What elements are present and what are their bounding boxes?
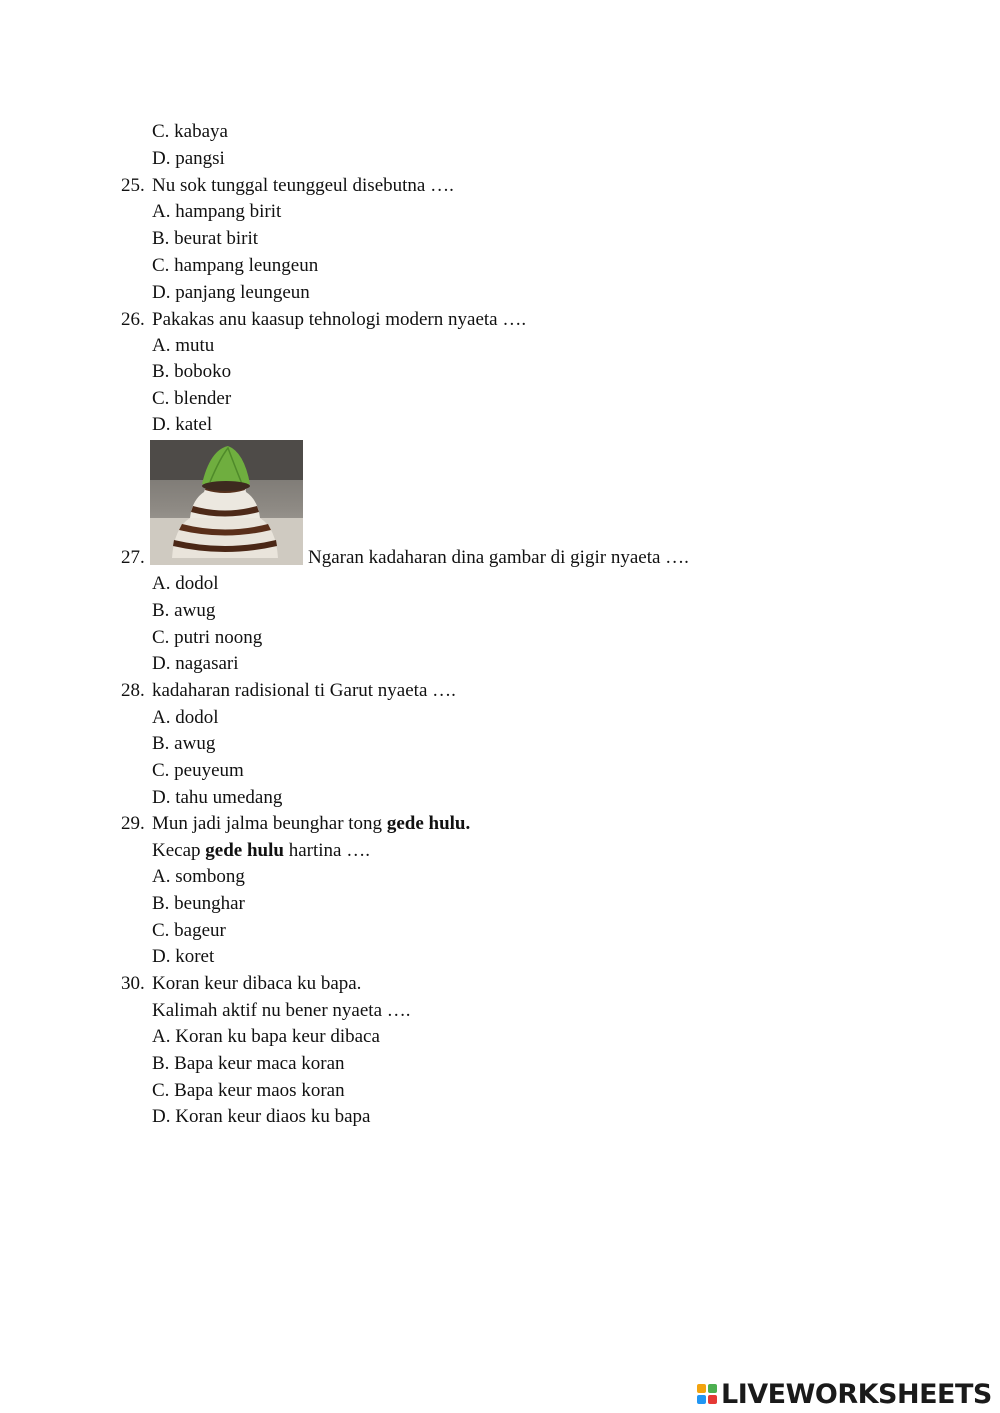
question-number: 29. [121,813,145,834]
question-text: Ngaran kadaharan dina gambar di gigir nyaeta …. [308,547,689,568]
question-text: Mun jadi jalma beunghar tong gede hulu. [152,813,471,834]
question-number: 27. [121,547,145,568]
awug-photo [150,440,303,565]
question-number: 30. [121,973,145,994]
question-number: 25. [121,175,145,196]
question-text: Koran keur dibaca ku bapa. [152,973,362,994]
question-text: Nu sok tunggal teunggeul disebutna …. [152,175,454,196]
question-number: 26. [121,309,145,330]
question-number: 28. [121,680,145,701]
logo-icon [697,1384,717,1404]
question-text: kadaharan radisional ti Garut nyaeta …. [152,680,456,701]
liveworksheets-logo [697,1378,992,1410]
logo-text: LIVEWORKSHEETS [721,1378,992,1410]
question-text: Pakakas anu kaasup tehnologi modern nyaeta …. [152,309,527,330]
